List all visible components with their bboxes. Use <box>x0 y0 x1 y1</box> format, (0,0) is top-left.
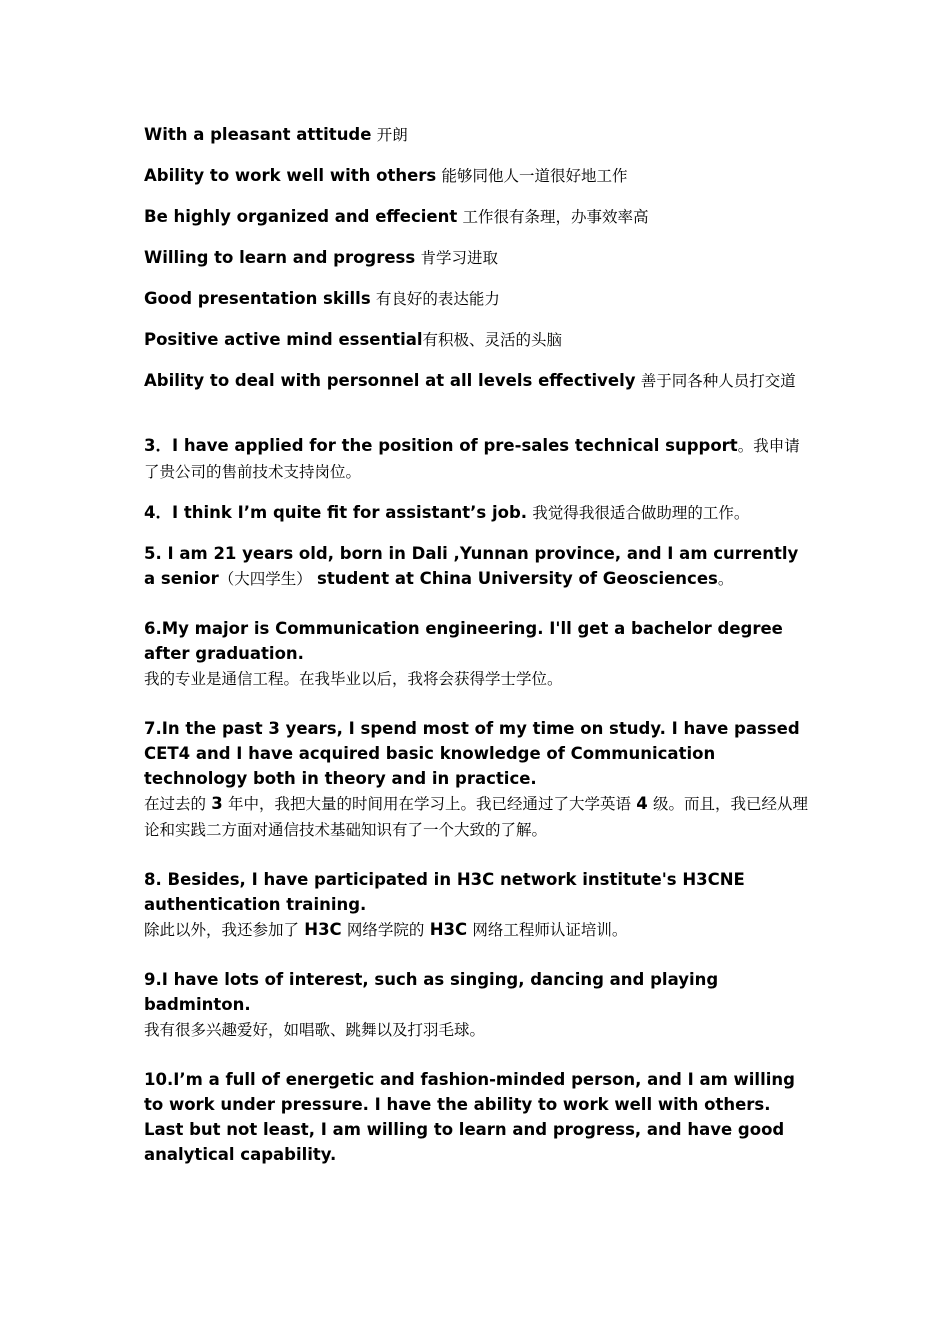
quality-line <box>144 327 808 353</box>
statement-en: 5. I am 21 years old, born in Dali ,Yunnan province, and I am currently a senior <box>144 544 799 588</box>
statement-en: 6.My major is Communication engineering. I'll get a bachelor degree after graduation. <box>144 619 783 663</box>
statement-zh: 我的专业是通信工程。在我毕业以后，我将会获得学士学位。 <box>144 670 563 688</box>
statement-en: 9.I have lots of interest, such as singing, dancing and playing badminton. <box>144 970 719 1014</box>
quality-zh: 有良好的表达能力 <box>375 290 500 308</box>
statement-zh: 网络工程师认证培训。 <box>472 921 628 939</box>
quality-en: Ability to deal with personnel at all levels effectively <box>144 371 636 390</box>
statement-number: 4 <box>636 794 648 813</box>
statement-8 <box>144 867 808 943</box>
statement-3 <box>144 433 808 485</box>
quality-zh: 能够同他人一道很好地工作 <box>441 167 628 185</box>
quality-line <box>144 204 808 230</box>
statement-number: 3 <box>211 794 223 813</box>
statement-punct: 。 <box>717 570 734 588</box>
document-page <box>144 122 808 1167</box>
statement-brand: H3C <box>304 920 342 939</box>
statement-zh: 年中，我把大量的时间用在学习上。我已经通过了大学英语 <box>228 795 632 813</box>
quality-zh: 肯学习进取 <box>420 249 498 267</box>
statement-5 <box>144 541 808 592</box>
statement-en: 4．I think I’m quite fit for assistant’s job. <box>144 503 528 522</box>
statement-en: 10.I’m a full of energetic and fashion-minded person, and I am willing to work under pressure. I have the ability to work well with others. Last but not least, I am willing to learn and progress, and have good analytical capability. <box>144 1070 795 1164</box>
quality-en: Good presentation skills <box>144 289 371 308</box>
statement-zh: 我觉得我很适合做助理的工作。 <box>532 504 750 522</box>
statement-zh: 在过去的 <box>144 795 207 813</box>
statement-zh: （大四学生） <box>218 570 312 588</box>
quality-line <box>144 163 808 189</box>
statement-4 <box>144 500 808 526</box>
quality-line <box>144 368 808 394</box>
statement-en: student at China University of Geosciences <box>317 569 718 588</box>
statement-9 <box>144 967 808 1043</box>
quality-en: Positive active mind essential <box>144 330 423 349</box>
quality-line <box>144 245 808 271</box>
quality-zh: 开朗 <box>376 126 408 144</box>
statement-6 <box>144 616 808 692</box>
statement-zh: 级。而且，我已经从理论和实践二方面对通信技术基础知识有了一个大致的了解。 <box>144 795 809 839</box>
quality-en: With a pleasant attitude <box>144 125 372 144</box>
statement-brand: H3C <box>429 920 468 939</box>
statement-en: 7.In the past 3 years, I spend most of my time on study. I have passed CET4 and I have acquired basic knowledge of Communication technology both in theory and in practice. <box>144 719 800 788</box>
quality-en: Willing to learn and progress <box>144 248 416 267</box>
quality-zh: 有积极、灵活的头脑 <box>422 331 563 349</box>
statement-zh: 网络学院的 <box>346 921 425 939</box>
statement-zh: 。我申请了贵公司的售前技术支持岗位。 <box>144 437 800 481</box>
statement-zh: 除此以外，我还参加了 <box>144 921 300 939</box>
quality-zh: 善于同各种人员打交道 <box>640 372 796 390</box>
quality-en: Be highly organized and effecient <box>144 207 458 226</box>
statement-7 <box>144 716 808 843</box>
quality-zh: 工作很有条理，办事效率高 <box>462 208 649 226</box>
statement-en: 8. Besides, I have participated in H3C network institute's H3CNE authentication training. <box>144 870 745 914</box>
statement-en: 3．I have applied for the position of pre-sales technical support <box>144 436 738 455</box>
quality-line <box>144 286 808 312</box>
statement-zh: 我有很多兴趣爱好，如唱歌、跳舞以及打羽毛球。 <box>144 1021 486 1039</box>
quality-line <box>144 122 808 148</box>
statement-10 <box>144 1067 808 1167</box>
quality-en: Ability to work well with others <box>144 166 437 185</box>
